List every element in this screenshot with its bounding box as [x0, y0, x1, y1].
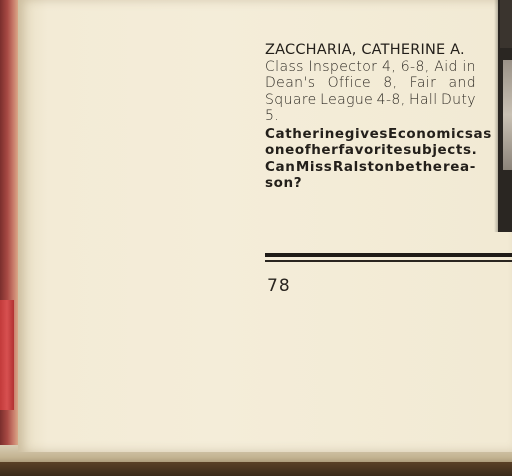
student-photo-highlight — [503, 60, 512, 170]
comment-line: Catherine gives Economics as — [265, 125, 492, 142]
page-rule-thin — [265, 260, 512, 262]
student-photo-top — [500, 0, 512, 48]
student-entry — [265, 42, 492, 192]
student-name: ZACCHARIA, CATHERINE A. — [265, 42, 465, 58]
activities-line: Dean's Office 8, Fair and — [265, 75, 476, 91]
activities-line: Class Inspector 4, 6-8, Aid in — [265, 58, 476, 75]
activities-line: 5. — [265, 108, 280, 124]
page-rule-thick — [265, 253, 512, 257]
page-number: 78 — [267, 276, 291, 296]
comment-line: one of her favorite subjects. — [265, 142, 478, 158]
comment-line: Can Miss Ralston be the rea- — [265, 158, 476, 175]
activities-line: Square League 4-8, Hall Duty — [265, 91, 476, 108]
comment-line: son? — [265, 175, 303, 191]
student-photo-shadow — [494, 0, 498, 232]
page-edges-shadow — [0, 462, 512, 476]
spine-red-patch — [0, 300, 14, 410]
